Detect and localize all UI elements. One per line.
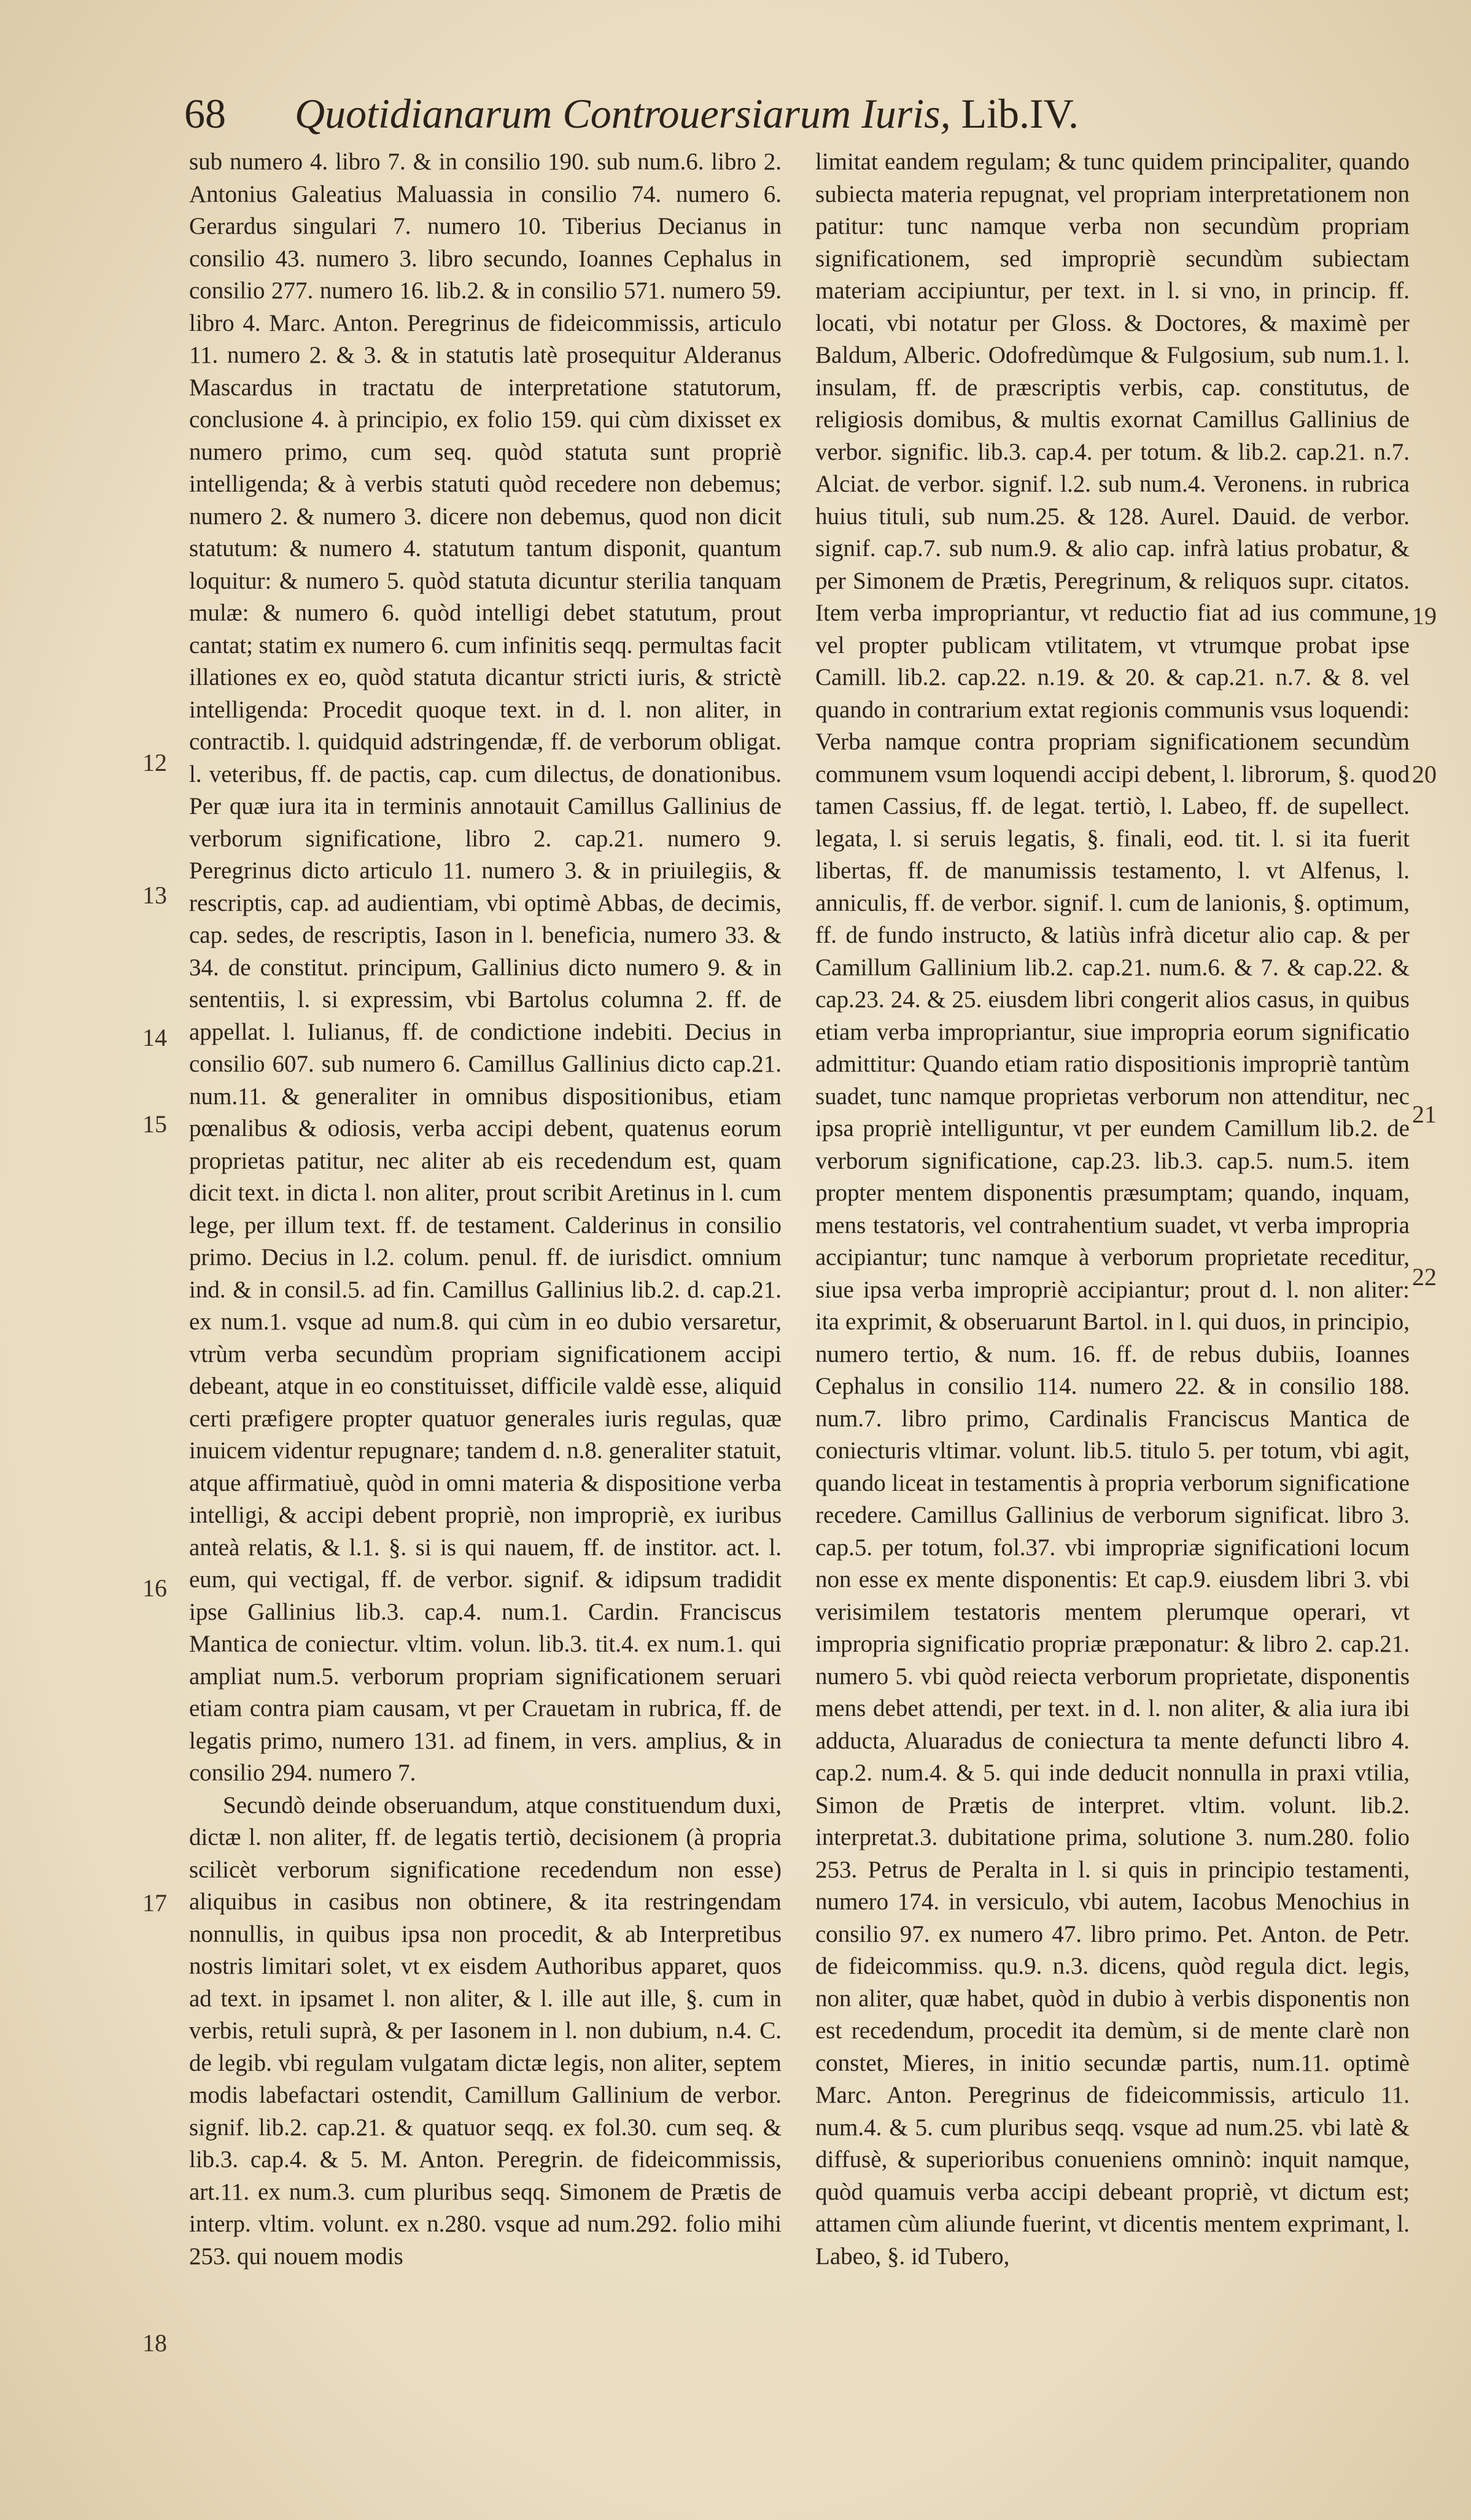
margin-number: 18 (142, 2329, 167, 2357)
margin-number: 17 (142, 1889, 167, 1917)
right-paragraph-1: limitat eandem regulam; & tunc quidem principaliter, quando subiecta materia repugnat, vel propriam interpretationem non patitur: tunc namque verba non secundùm propriam significationem, sed impropriè secundùm subiectam materiam accipiuntur, per text. in l. si vno, in princip. ff. locati, vbi notatur per Gloss. & Doctores, & maximè per Baldum, Alberic. Odofredùmque & Fulgosium, sub num.1. l. insulam, ff. de præscriptis verbis, cap. constitutus, de religiosis domibus, & multis exornat Camillus Gallinius de verbor. signific. lib.3. cap.4. per totum. & lib.2. cap.21. n.7. Alciat. de verbor. signif. l.2. sub num.4. Veronens. in rubrica huius tituli, sub num.25. & 128. Aurel. Dauid. de verbor. signif. cap.7. sub num.9. & alio cap. infrà latius probatur, & per Simonem de Prætis, Peregrinum, & reliquos supr. citatos. Item verba impropriantur, vt reductio fiat ad ius commune, vel propter publicam vtilitatem, vt vtrumque probat ipse Camill. lib.2. cap.22. n.19. & 20. & cap.21. n.7. & 8. vel quando in contrarium extat regionis communis vsus loquendi: Verba namque contra propriam significationem secundùm communem vsum loquendi accipi debent, l. librorum, §. quod tamen Cassius, ff. de legat. tertiò, l. Labeo, ff. de supellect. legata, l. si seruis legatis, §. finali, eod. tit. l. si ita fuerit libertas, ff. de manumissis testamento, l. vt Alfenus, l. anniculis, ff. de verbor. signif. l. cum de lanionis, §. optimum, ff. de fundo instructo, & latiùs infrà dicetur alio cap. & per Camillum Gallinium lib.2. cap.21. num.6. & 7. & cap.22. & cap.23. 24. & 25. eiusdem libri congerit alios casus, in quibus etiam verba impropriantur, siue impropria eorum significatio admittitur: Quando etiam ratio dispositionis impropriè tantùm suadet, tunc namque proprietas verborum non attenditur, nec ipsa propriè intelliguntur, vt per eundem Camillum lib.2. de verborum significatione, cap.23. lib.3. cap.5. num.5. item propter mentem disponentis præsumptam; quando, inquam, mens testatoris, vel contrahentium suadet, vt verba impropria accipiantur; tunc namque à verborum proprietate receditur, siue ipsa verba impropriè accipiantur; prout d. l. non aliter: ita exprimit, & obseruarunt Bartol. in l. qui duos, in principio, numero tertio, & num. 16. ff. de rebus dubiis, Ioannes Cephalus in consilio 114. numero 22. & in consilio 188. num.7. libro primo, Cardinalis Franciscus Mantica de coniecturis vltimar. volunt. lib.5. titulo 5. per totum, vbi agit, quando liceat in testamentis à propria verborum significatione recedere. Camillus Gallinius de verborum significat. libro 3. cap.5. per totum, fol.37. vbi impropriæ significationi locum non esse ex mente disponentis: Et cap.9. eiusdem libri 3. vbi verisimilem testatoris mentem plerumque operari, vt impropria significatio propriæ præponatur: & libro 2. cap.21. numero 5. vbi quòd reiecta verborum proprietate, disponentis mens debet attendi, per text. in d. l. non aliter, & alia iura ibi adducta, Aluaradus de coniectura ta mente defuncti libro 4. cap.2. num.4. & 5. qui inde deducit nonnulla in praxi vtilia, Simon de Prætis de interpret. vltim. volunt. lib.2. interpretat.3. dubitatione prima, solutione 3. num.280. folio 253. Petrus de Peralta in l. si quis in principio testamenti, numero 174. in versiculo, vbi autem, Iacobus Menochius in consilio 97. ex numero 47. libro primo. Pet. Anton. de Petr. de fideicommiss. qu.9. n.3. dicens, quòd regula dict. legis, non aliter, quæ habet, quòd in dubio à verbis disponentis non est recedendum, procedit ita demùm, si de mente clarè non constet, Mieres, in initio secundæ partis, num.11. optimè Marc. Anton. Peregrinus de fideicommissis, articulo 11. num.4. & 5. cum pluribus seqq. vsque ad num.25. vbi latè & diffusè, & superioribus conueniens omninò: inquit namque, quòd quamuis verba accipi debeant propriè, vt dictum est; attamen cùm aliunde fuerint, vt dicentis mentem exprimant, l. Labeo, §. id Tubero, (815, 149, 1410, 2270)
right-column (815, 146, 1410, 2503)
margin-number: 14 (142, 1024, 167, 1051)
margin-number: 20 (1412, 760, 1437, 788)
margin-number: 12 (142, 749, 167, 776)
margin-number: 22 (1412, 1263, 1437, 1291)
margin-number: 15 (142, 1110, 167, 1138)
book-label: Lib.IV. (961, 90, 1079, 137)
left-column (189, 146, 782, 2503)
margin-number: 21 (1412, 1100, 1437, 1128)
running-header (184, 80, 1228, 147)
page-number: 68 (184, 90, 226, 137)
left-paragraph-2: Secundò deinde obseruandum, atque constituendum duxi, dictæ l. non aliter, ff. de legatis tertiò, decisionem (à propria scilicèt verborum significatione recedendum non esse) aliquibus in casibus non obtinere, & ita restringendam nonnullis, in quibus ipsa non procedit, & ab Interpretibus nostris limitari solet, vt ex eisdem Authoribus apparet, quos ad text. in ipsamet l. non aliter, & l. ille aut ille, §. cum in verbis, retuli suprà, & per Iasonem in l. non dubium, n.4. C. de legib. vbi regulam vulgatam dictæ legis, non aliter, septem modis labefactari ostendit, Camillum Gallinium de verbor. signif. lib.2. cap.21. & quatuor seqq. ex fol.30. cum seq. & lib.3. cap.4. & 5. M. Anton. Peregrin. de fideicommissis, art.11. ex num.3. cum pluribus seqq. Simonem de Prætis de interp. vltim. volunt. ex n.280. vsque ad num.292. folio mihi 253. qui nouem modis (189, 1791, 782, 2270)
margin-number: 19 (1412, 602, 1437, 630)
running-title: Quotidianarum Controuersiarum Iuris, (295, 90, 951, 137)
margin-number: 13 (142, 881, 167, 909)
left-paragraph-1: sub numero 4. libro 7. & in consilio 190. sub num.6. libro 2. Antonius Galeatius Maluassia in consilio 74. numero 6. Gerardus singulari 7. numero 10. Tiberius Decianus in consilio 43. numero 3. libro secundo, Ioannes Cephalus in consilio 277. numero 16. lib.2. & in consilio 571. numero 59. libro 4. Marc. Anton. Peregrinus de fideicommissis, articulo 11. numero 2. & 3. & in statutis latè prosequitur Alderanus Mascardus in tractatu de interpretatione statutorum, conclusione 4. à principio, ex folio 159. qui cùm dixisset ex numero primo, cum seq. quòd statuta sunt propriè intelligenda; & à verbis statuti quòd recedere non debemus; numero 2. & numero 3. dicere non debemus, quod non dicit statutum: & numero 4. statutum tantum disponit, quantum loquitur: & numero 5. quòd statuta dicuntur sterilia tanquam mulæ: & numero 6. quòd intelligi debet statutum, prout cantat; statim ex numero 6. cum infinitis seqq. permultas facit illationes ex eo, quòd statuta dicantur stricti iuris, & strictè intelligenda: Procedit quoque text. in d. l. non aliter, in contractib. l. quidquid adstringendæ, ff. de verborum obligat. l. veteribus, ff. de pactis, cap. cum dilectus, de donationibus. Per quæ iura ita in terminis annotauit Camillus Gallinius de verborum significatione, libro 2. cap.21. numero 9. Peregrinus dicto articulo 11. numero 3. & in priuilegiis, & rescriptis, cap. ad audientiam, vbi optimè Abbas, de decimis, cap. sedes, de rescriptis, Iason in l. beneficia, numero 33. & 34. de constitut. principum, Gallinius dicto numero 9. & in sententiis, l. si expressim, vbi Bartolus columna 2. ff. de appellat. l. Iulianus, ff. de condictione indebiti. Decius in consilio 607. sub numero 6. Camillus Gallinius dicto cap.21. num.11. & generaliter in omnibus dispositionibus, etiam pœnalibus & odiosis, verba accipi debent, quatenus eorum proprietas patitur, nec aliter ab eis recedendum est, quam dicit text. in dicta l. non aliter, prout scribit Aretinus in l. cum lege, per illum text. ff. de testament. Calderinus in consilio primo. Decius in l.2. colum. penul. ff. de iurisdict. omnium ind. & in consil.5. ad fin. Camillus Gallinius lib.2. d. cap.21. ex num.1. vsque ad num.8. qui cùm in eo dubio versaretur, vtrùm verba secundùm propriam significationem accipi debeant, atque in eo constituisset, difficile valdè esse, aliquid certi præfigere propter quatuor generales iuris regulas, quæ inuicem videntur repugnare; tandem d. n.8. generaliter statuit, atque affirmatiuè, quòd in omni materia & dispositione verba intelligi, & accipi debent propriè, non impropriè, ex iuribus anteà relatis, & l.1. §. si is qui nauem, ff. de institor. act. l. eum, qui vectigal, ff. de verbor. signif. & idipsum tradidit ipse Gallinius lib.3. cap.4. num.1. Cardin. Franciscus Mantica de coniectur. vltim. volun. lib.3. tit.4. ex num.1. qui ampliat num.5. verborum propriam significationem seruari etiam contra piam causam, vt per Crauetam in rubrica, ff. de legatis primo, numero 131. ad finem, in vers. amplius, & in consilio 294. numero 7. (189, 149, 782, 1786)
margin-number: 16 (142, 1574, 167, 1602)
